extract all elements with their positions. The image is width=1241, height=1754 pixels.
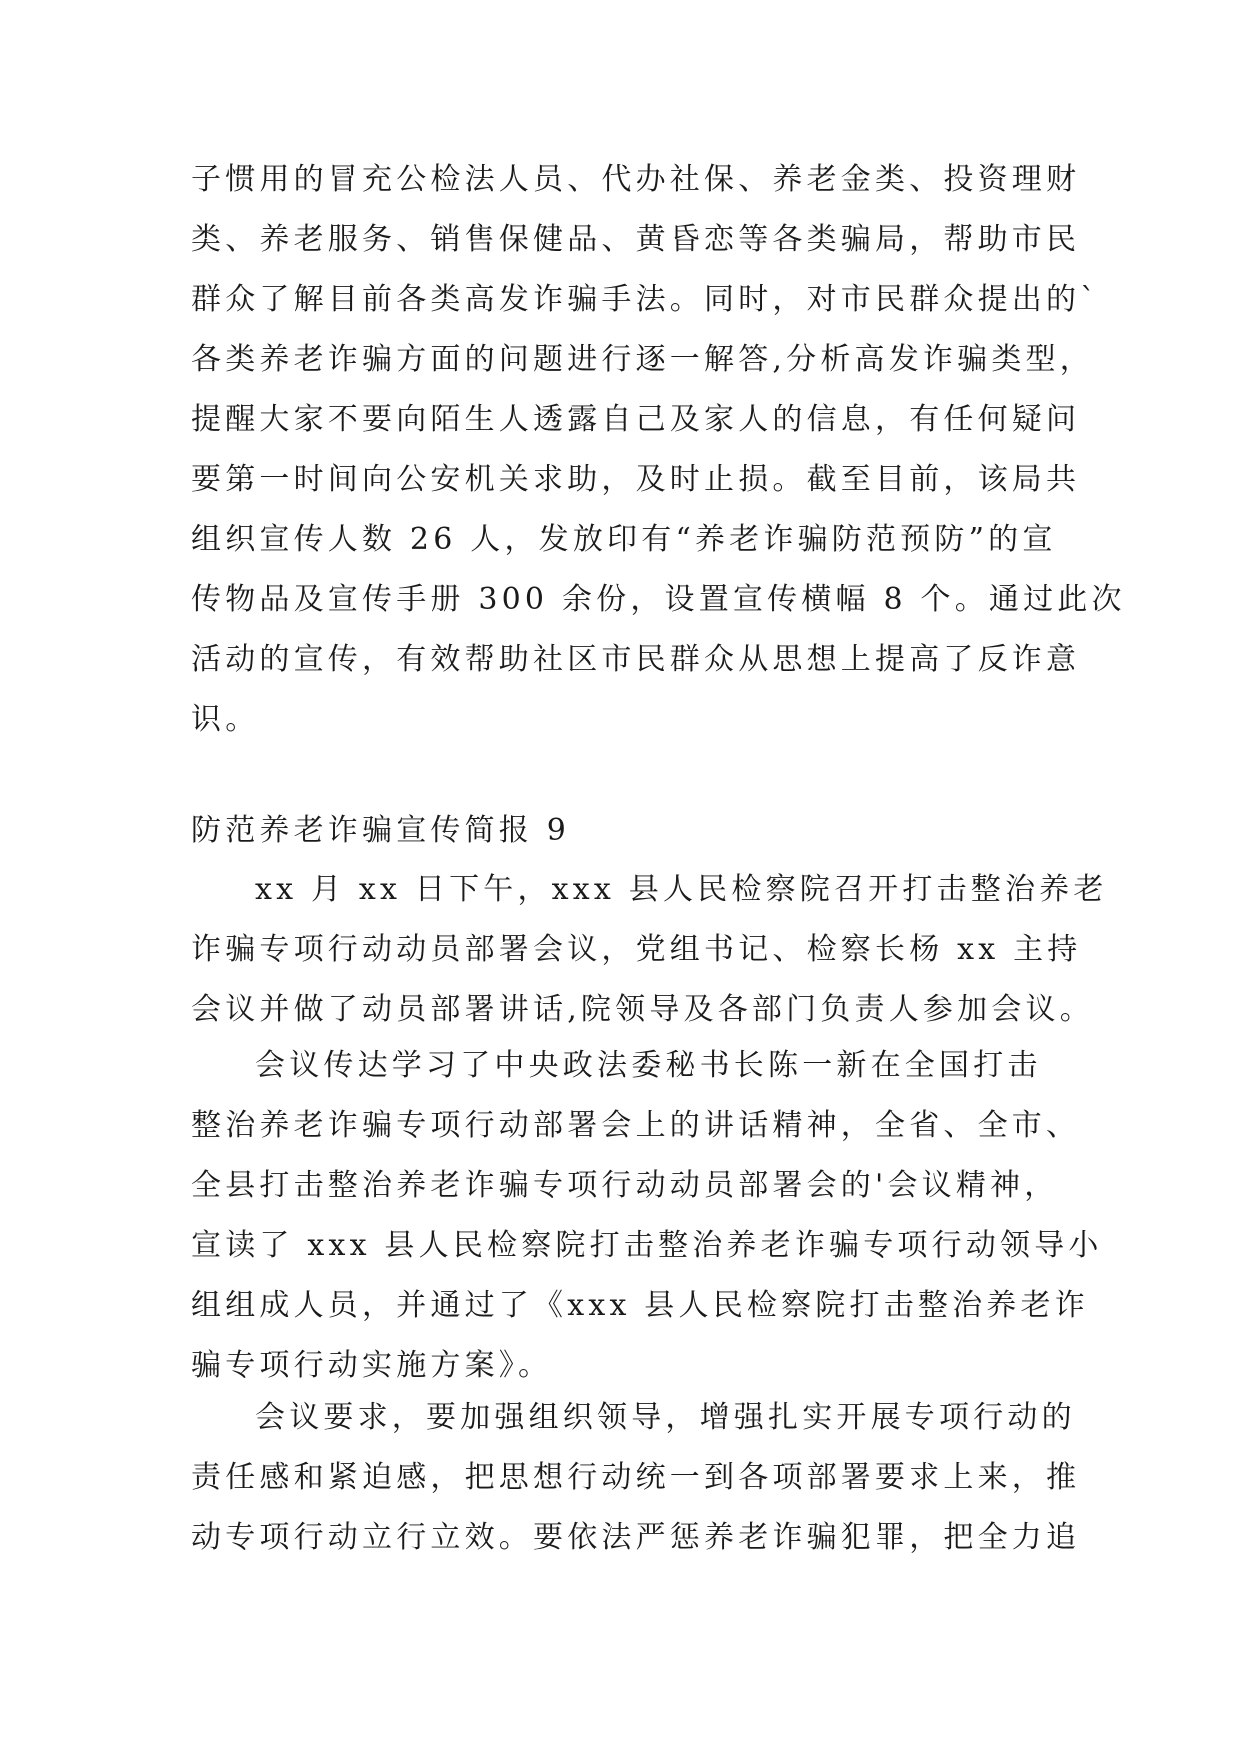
text-line: 群众了解目前各类高发诈骗手法。同时，对市民群众提出的` — [191, 282, 1100, 317]
text-line: 整治养老诈骗专项行动部署会上的讲话精神，全省、全市、 — [191, 1108, 1081, 1143]
text-line: 会议传达学习了中央政法委秘书长陈一新在全国打击 — [255, 1048, 1042, 1083]
section-title-text: 防范养老诈骗宣传简报 9 — [191, 813, 571, 848]
text-line: 要第一时间向公安机关求助，及时止损。截至目前，该局共 — [191, 462, 1081, 497]
text-line: 诈骗专项行动动员部署会议，党组书记、检察长杨 xx 主持 — [191, 932, 1082, 967]
section-title — [191, 801, 1051, 861]
text-line: 组组成人员，并通过了《xxx 县人民检察院打击整治养老诈 — [191, 1288, 1089, 1323]
text-line: 全县打击整治养老诈骗专项行动动员部署会的'会议精神， — [191, 1168, 1059, 1203]
paragraph-1 — [191, 860, 1108, 1040]
text-line: 组织宣传人数 26 人，发放印有“养老诈骗防范预防”的宣 — [191, 522, 1057, 557]
text-line: 会议并做了动员部署讲话,院领导及各部门负责人参加会议。 — [191, 992, 1094, 1027]
text-line: 动专项行动立行立效。要依法严惩养老诈骗犯罪，把全力追 — [191, 1520, 1081, 1555]
text-line: 子惯用的冒充公检法人员、代办社保、养老金类、投资理财 — [191, 162, 1081, 197]
text-line: 类、养老服务、销售保健品、黄昏恋等各类骗局，帮助市民 — [191, 222, 1081, 257]
text-line: 骗专项行动实施方案》。 — [191, 1348, 553, 1383]
text-line: xx 月 xx 日下午，xxx 县人民检察院召开打击整治养老 — [255, 872, 1108, 907]
text-line: 责任感和紧迫感，把思想行动统一到各项部署要求上来，推 — [191, 1460, 1081, 1495]
text-line: 各类养老诈骗方面的问题进行逐一解答,分析高发诈骗类型， — [191, 342, 1094, 377]
paragraph-2 — [191, 1036, 1103, 1396]
text-line: 宣读了 xxx 县人民检察院打击整治养老诈骗专项行动领导小 — [191, 1228, 1103, 1263]
continued-paragraph — [191, 150, 1126, 750]
text-line: 会议要求，要加强组织领导，增强扎实开展专项行动的 — [255, 1400, 1076, 1435]
text-line: 传物品及宣传手册 300 余份，设置宣传横幅 8 个。通过此次 — [191, 582, 1126, 617]
text-line: 活动的宣传，有效帮助社区市民群众从思想上提高了反诈意 — [191, 642, 1081, 677]
text-line: 提醒大家不要向陌生人透露自己及家人的信息，有任何疑问 — [191, 402, 1081, 437]
paragraph-3 — [191, 1388, 1081, 1568]
text-line: 识。 — [191, 702, 260, 737]
